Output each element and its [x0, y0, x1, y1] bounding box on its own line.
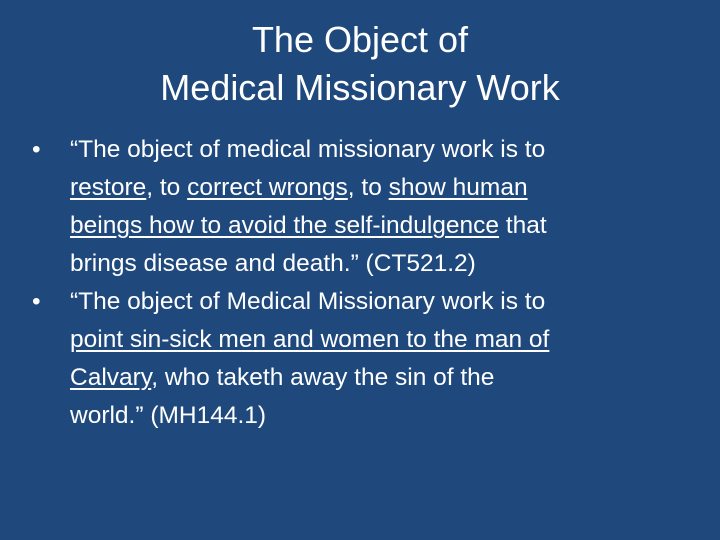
slide-title	[40, 16, 680, 112]
text-segment: that	[499, 212, 547, 239]
bullet-1-line-2	[70, 169, 672, 207]
bullet-1-line-3	[70, 207, 672, 245]
underlined-self-indulgence: beings how to avoid the self-indulgence	[70, 212, 500, 239]
underlined-calvary: Calvary	[70, 364, 152, 391]
bullet-2-line-1: “The object of Medical Missionary work is to	[70, 288, 546, 315]
bullet-1-line-1: “The object of medical missionary work is to	[70, 136, 546, 163]
underlined-correct-wrongs: correct wrongs	[187, 174, 348, 201]
bullet-item-2	[32, 283, 672, 435]
underlined-show-human: show human	[388, 174, 528, 201]
bullet-dot-icon: •	[32, 136, 41, 163]
bullet-item-1	[32, 131, 672, 283]
text-segment: , to	[146, 174, 188, 201]
bullet-2-line-4: world.” (MH144.1)	[70, 402, 267, 429]
bullet-2-line-3	[70, 359, 672, 397]
bullet-dot-icon: •	[32, 288, 41, 315]
bullet-list	[32, 131, 672, 435]
underlined-restore: restore	[70, 174, 147, 201]
title-line-1: The Object of	[251, 19, 469, 60]
bullet-1-line-4: brings disease and death.” (CT521.2)	[70, 250, 476, 277]
text-segment: , who taketh away the sin of the	[151, 364, 495, 391]
title-line-2: Medical Missionary Work	[160, 67, 560, 108]
bullet-2-line-2	[70, 321, 672, 359]
underlined-point-sin-sick: point sin-sick men and women to the man of	[70, 326, 550, 353]
text-segment: , to	[347, 174, 389, 201]
